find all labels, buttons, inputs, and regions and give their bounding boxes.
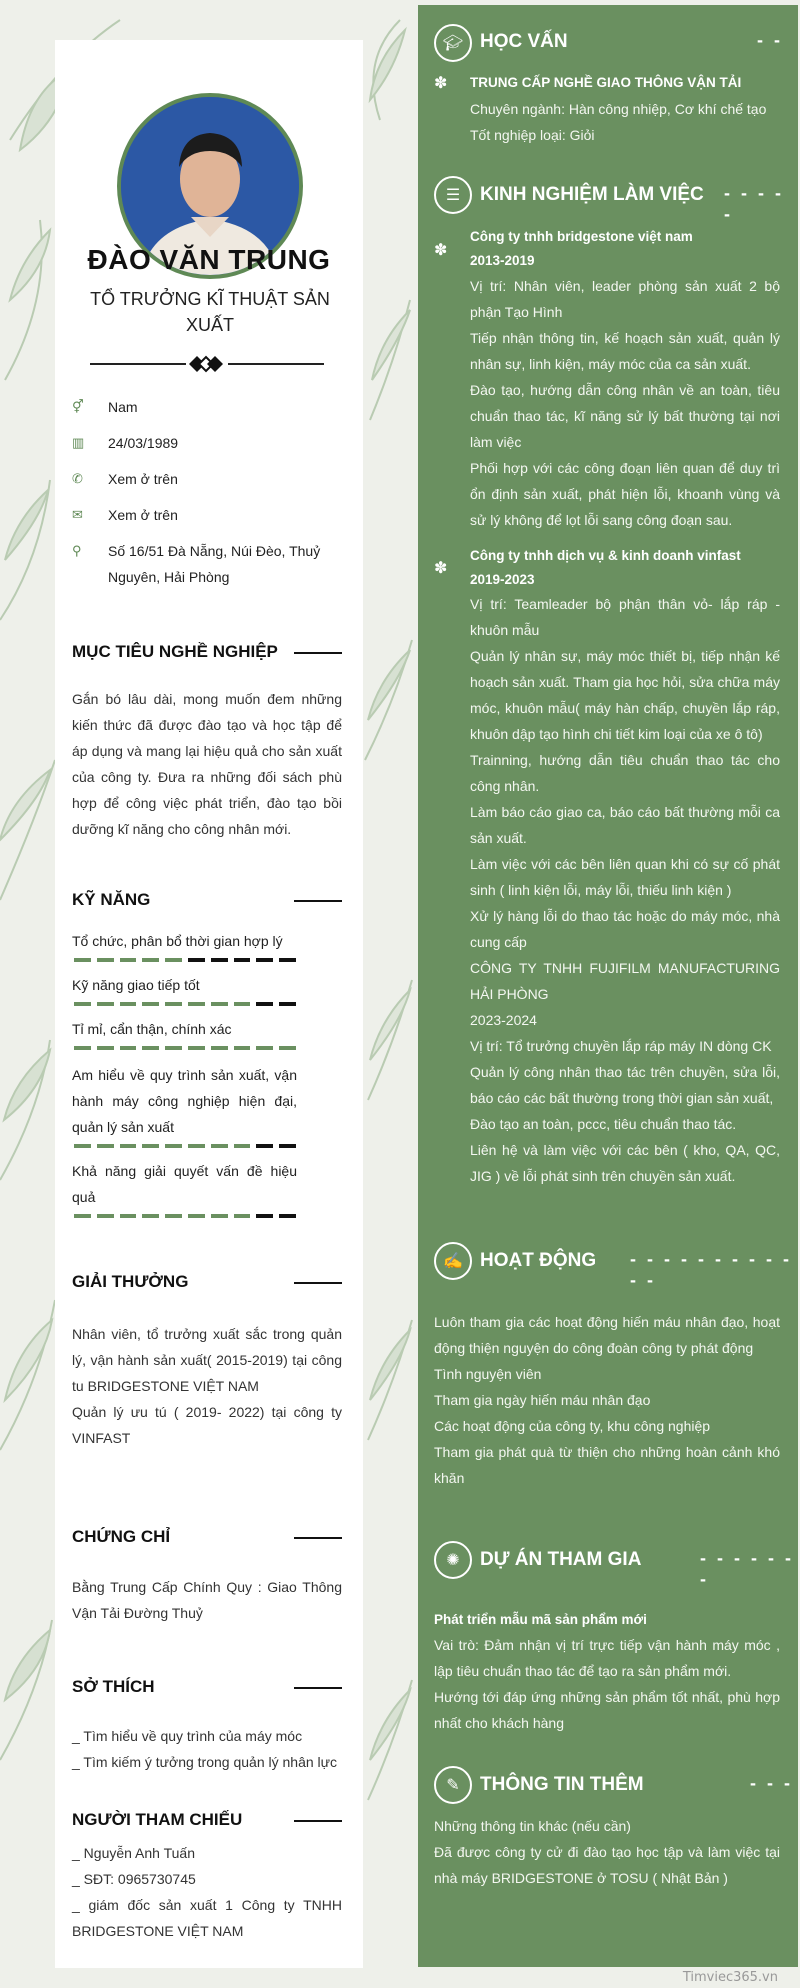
skill-level-segment bbox=[142, 1144, 159, 1148]
skill-level-segment bbox=[74, 958, 91, 962]
cake-icon: ▥ bbox=[72, 435, 85, 450]
activity-line: Luôn tham gia các hoạt động hiến máu nhân đạo, hoạt động thiện nguyện do công đoàn công ty phát động bbox=[434, 1314, 780, 1356]
activities-text bbox=[434, 1309, 780, 1491]
skill-level-segment bbox=[97, 1002, 114, 1006]
skill-level-segment bbox=[256, 1144, 273, 1148]
pen-icon: ✎ bbox=[434, 1766, 472, 1804]
hobbies-text bbox=[72, 1723, 342, 1775]
skill-level-bar bbox=[74, 1214, 296, 1218]
skill-level-segment bbox=[120, 958, 137, 962]
job-company: Công ty tnhh bridgestone việt nam bbox=[470, 229, 693, 244]
book-stack-icon: ☰ bbox=[434, 176, 472, 214]
objective-underline bbox=[294, 652, 342, 654]
skill-level-segment bbox=[234, 1046, 251, 1050]
education-title: HỌC VẤN bbox=[480, 31, 568, 52]
skill-level-segment bbox=[188, 1046, 205, 1050]
skill-level-segment bbox=[188, 1214, 205, 1218]
job-line: Xử lý hàng lỗi do thao tác hoặc do máy móc, nhà cung cấp bbox=[470, 908, 780, 950]
extra-line: Đã được công ty cử đi đào tạo học tập và làm việc tại nhà máy BRIDGESTONE ở TOSU ( Nhật Bản ) bbox=[434, 1844, 780, 1886]
hobbies-underline bbox=[294, 1687, 342, 1689]
job-details bbox=[470, 273, 780, 533]
project-line: Vai trò: Đảm nhận vị trí trực tiếp vận hành máy móc , lập tiêu chuẩn thao tác để tạo ra sản phẩm mới. bbox=[434, 1637, 780, 1679]
flower-bullet-icon: ✽ bbox=[434, 242, 448, 259]
skill-level-segment bbox=[234, 1214, 251, 1218]
skills-underline bbox=[294, 900, 342, 902]
skill-level-segment bbox=[279, 1214, 296, 1218]
skill-level-segment bbox=[279, 1144, 296, 1148]
skill-level-segment bbox=[74, 1002, 91, 1006]
project-details bbox=[434, 1632, 780, 1736]
graduation-cap-icon: 🎓︎ bbox=[434, 24, 472, 62]
hobby-line: _ Tìm hiểu về quy trình của máy móc bbox=[72, 1728, 303, 1744]
skill-level-segment bbox=[211, 1046, 228, 1050]
job-line: Trainning, hướng dẫn tiêu chuẩn thao tác cho công nhân. bbox=[470, 752, 780, 794]
hobby-line: _ Tìm kiếm ý tưởng trong quản lý nhân lực bbox=[72, 1754, 338, 1770]
skill-level-segment bbox=[279, 1046, 296, 1050]
skill-level-segment bbox=[279, 1002, 296, 1006]
skill-level-segment bbox=[120, 1002, 137, 1006]
skill-level-segment bbox=[279, 958, 296, 962]
job-line: Phối hợp với các công đoạn liên quan để duy trì ổn định sản xuất, phát hiện lỗi, khoanh vùng và sử lý không để lọt lỗi sang công đoạn sau. bbox=[470, 460, 780, 528]
skill-level-segment bbox=[165, 958, 182, 962]
skill-level-segment bbox=[97, 1046, 114, 1050]
skill-level-bar bbox=[74, 1002, 296, 1006]
skill-level-segment bbox=[165, 1214, 182, 1218]
skill-level-segment bbox=[234, 1144, 251, 1148]
skill-level-segment bbox=[97, 958, 114, 962]
projects-dashes: - - - - - - - bbox=[700, 1548, 794, 1589]
skill-level-segment bbox=[165, 1144, 182, 1148]
skill-level-segment bbox=[97, 1214, 114, 1218]
extra-text bbox=[434, 1813, 780, 1891]
activity-line: Tình nguyện viên bbox=[434, 1366, 542, 1382]
job-line: Quản lý công nhân thao tác trên chuyền, sửa lỗi, báo cáo các bất thường trong thời gian sản xuất, bbox=[470, 1064, 780, 1106]
awards-title: GIẢI THƯỞNG bbox=[72, 1272, 189, 1291]
skill-level-segment bbox=[234, 1002, 251, 1006]
awards-text bbox=[72, 1321, 342, 1451]
skill-level-segment bbox=[211, 1002, 228, 1006]
skill-label: Khả năng giải quyết vấn đề hiệu quả bbox=[72, 1163, 297, 1205]
activity-line: Các hoạt động của công ty, khu công nghiệp bbox=[434, 1418, 711, 1434]
job-line: Đào tạo, hướng dẫn công nhân về an toàn, tiêu chuẩn thao tác, kĩ năng sử lý bất thường tại nơi làm việc bbox=[470, 382, 780, 450]
candidate-name: ĐÀO VĂN TRUNG bbox=[87, 244, 331, 275]
skill-level-segment bbox=[120, 1144, 137, 1148]
skill-level-segment bbox=[74, 1214, 91, 1218]
project-name: Phát triển mẫu mã sản phẩm mới bbox=[434, 1612, 647, 1627]
skill-label: Tổ chức, phân bổ thời gian hợp lý bbox=[72, 933, 283, 949]
reference-line: _ SĐT: 0965730745 bbox=[72, 1871, 196, 1887]
reference-line: _ giám đốc sản xuất 1 Công ty TNHH BRIDGESTONE VIỆT NAM bbox=[72, 1897, 342, 1939]
skill-level-segment bbox=[120, 1046, 137, 1050]
job-line: Làm báo cáo giao ca, báo cáo bất thường mỗi ca sản xuất. bbox=[470, 804, 780, 846]
certificates-title: CHỨNG CHỈ bbox=[72, 1527, 171, 1546]
education-dashes: - - bbox=[757, 30, 783, 50]
references-title: NGƯỜI THAM CHIẾU bbox=[72, 1810, 243, 1829]
extra-dashes: - - - bbox=[750, 1773, 793, 1793]
skill-level-bar bbox=[74, 1144, 296, 1148]
skill-level-segment bbox=[142, 958, 159, 962]
skill-level-segment bbox=[188, 958, 205, 962]
job-line: Quản lý nhân sự, máy móc thiết bị, tiếp nhận kế hoạch sản xuất. Tham gia học hỏi, sửa chữa máy móc, khuôn mẫu( máy hàn chấp, chuyền lắp ráp, khuôn dập tạo hình chi tiết kim loại của xe ô tô) bbox=[470, 648, 780, 742]
skill-level-segment bbox=[256, 1046, 273, 1050]
gender-icon: ⚥ bbox=[72, 399, 84, 414]
job-line: Vị trí: Teamleader bộ phận thân vỏ- lắp ráp - khuôn mẫu bbox=[470, 596, 780, 638]
skill-level-segment bbox=[142, 1214, 159, 1218]
skill-level-bar bbox=[74, 958, 296, 962]
skill-level-segment bbox=[188, 1002, 205, 1006]
job-line: Đào tạo an toàn, pccc, tiêu chuẩn thao tác. bbox=[470, 1116, 737, 1132]
award-line: Quản lý ưu tú ( 2019- 2022) tại công ty VINFAST bbox=[72, 1404, 342, 1446]
skill-label: Am hiểu về quy trình sản xuất, vận hành máy công nghiệp hiện đại, quản lý sản xuất bbox=[72, 1067, 297, 1135]
objective-text: Gắn bó lâu dài, mong muốn đem những kiến thức đã được đào tạo và học tập để áp dụng và mang lại hiệu quả cho sản xuất của công ty. Đưa ra những đối sách phù hợp để công việc phát triển, đào tạo bồi dưỡng kĩ năng cho công nhân mới. bbox=[72, 691, 342, 837]
divider-right bbox=[228, 363, 324, 365]
skill-level-segment bbox=[211, 1144, 228, 1148]
lightbulb-icon: ✺ bbox=[434, 1541, 472, 1579]
activities-title: HOẠT ĐỘNG bbox=[480, 1250, 597, 1271]
envelope-icon: ✉ bbox=[72, 507, 83, 522]
hobbies-title: SỞ THÍCH bbox=[72, 1677, 155, 1696]
extra-title: THÔNG TIN THÊM bbox=[480, 1774, 644, 1795]
skill-level-segment bbox=[74, 1144, 91, 1148]
skill-level-segment bbox=[142, 1002, 159, 1006]
job-line: Vị trí: Nhân viên, leader phòng sản xuất 2 bộ phận Tạo Hình bbox=[470, 278, 780, 320]
objective-title: MỤC TIÊU NGHỀ NGHIỆP bbox=[72, 642, 278, 661]
skill-level-segment bbox=[256, 1002, 273, 1006]
job-line: Vị trí: Tổ trưởng chuyền lắp ráp máy IN dòng CK bbox=[470, 1038, 772, 1054]
job-line: Làm việc với các bên liên quan khi có sự cố phát sinh ( linh kiện lỗi, máy lỗi, thiếu linh kiện ) bbox=[470, 856, 780, 898]
skill-level-segment bbox=[211, 958, 228, 962]
job-period: 2013-2019 bbox=[470, 253, 535, 268]
flower-bullet-icon: ✽ bbox=[434, 75, 448, 92]
flower-bullet-icon: ✽ bbox=[434, 560, 448, 577]
skill-label: Tỉ mỉ, cẩn thận, chính xác bbox=[72, 1021, 232, 1037]
skill-level-bar bbox=[74, 1046, 296, 1050]
job-company: Công ty tnhh dịch vụ & kinh doanh vinfast bbox=[470, 548, 741, 563]
awards-underline bbox=[294, 1282, 342, 1284]
education-major: Chuyên ngành: Hàn công nhiệp, Cơ khí chế tạo bbox=[470, 101, 767, 117]
skill-level-segment bbox=[97, 1144, 114, 1148]
job-line: Liên hệ và làm việc với các bên ( kho, QA, QC, JIG ) về lỗi phát sinh trên chuyền sản xuất. bbox=[470, 1142, 780, 1184]
references-text bbox=[72, 1840, 342, 1944]
skill-level-segment bbox=[234, 958, 251, 962]
experience-dashes: - - - - - bbox=[724, 183, 784, 224]
cv-page: ĐÀO VĂN TRUNG TỔ TRƯỞNG KĨ THUẬT SẢN XUẤT ⚥ Nam ▥ 24/03/1989 ✆ Xem ở trên ✉ Xem ở trên ⚲ Số 16/51 Đà Nẵng, Núi Đèo, Thuỷ Nguyên, Hải Phòng MỤC TIÊU NGHỀ NGHIỆP Gắn bó lâu dài, mong muốn đem những kiến thức đã được đào tạo và học tập để áp dụng và mang lại hiệu quả cho sản xuất của công ty. Đưa ra những đối sách phù hợp để công việc phát triển, đào tạo bồi dưỡng kĩ năng cho công nhân mới. KỸ NĂNG Tổ chức, phân bổ thời gian hợp lý Kỹ năng giao tiếp tốt Tỉ mỉ, cẩn thận, chính xác Am hiểu về quy trình sản xuất, vận hành máy công nghiệp hiện đại, quản lý sản xuất Khả năng giải quyết vấn đề hiệu quả GIẢI THƯỞNG Nhân viên, tổ trưởng xuất sắc trong quản lý, vận hành sản xuất( 2015-2019) tại công tu BRIDGESTONE VIỆT NAM Quản lý ưu tú ( 2019- 2022) tại công ty VINFAST CHỨNG CHỈ Bằng Trung Cấp Chính Quy : Giao Thông Vận Tải Đường Thuỷ SỞ THÍCH _ Tìm hiểu về quy trình của máy móc _ Tìm kiếm ý tưởng trong quản lý nhân lực NGƯỜI THAM CHIẾU _ Nguyễn Anh Tuấn _ SĐT: 0965730745 _ giám đốc sản xuất 1 Công ty TNHH BRIDGESTONE VIỆT NAM 🎓︎ HỌC VẤN - - ✽ TRUNG CẤP NGHỀ GIAO THÔNG VẬN TẢI Chuyên ngành: Hàn công nhiệp, Cơ khí chế tạo Tốt nghiệp loại: Giỏi ☰ KINH NGHIỆM LÀM VIỆC - - - - - ✽ Công ty tnhh bridgestone việt nam 2013-2019 Vị trí: Nhân viên, leader phòng sản xuất 2 bộ phận Tạo Hình Tiếp nhận thông tin, kế hoạch sản xuất, quản lý nhân sự, linh kiện, máy móc của ca sản xuất. Đào tạo, hướng dẫn công nhân về an toàn, tiêu chuẩn thao tác, kĩ năng sử lý bất thường tại nơi làm việc Phối hợp với các công đoạn liên quan để duy trì ổn định sản xuất, phát hiện lỗi, khoanh vùng và sử lý không để lọt lỗi sang công đoạn sau. ✽ Công ty tnhh dịch vụ & kinh doanh vinfast 2019-2023 Vị trí: Teamleader bộ phận thân vỏ- lắp ráp - khuôn mẫu Quản lý nhân sự, máy móc thiết bị, tiếp nhận kế hoạch sản xuất. Tham gia học hỏi, sửa chữa máy móc, khuôn mẫu( máy hàn chấp, chuyền lắp ráp, khuôn dập tạo hình chi tiết kim loại của xe ô tô) Trainning, hướng dẫn tiêu chuẩn thao tác cho công nhân. Làm báo cáo giao ca, báo cáo bất thường mỗi ca sản xuất. Làm việc với các bên liên quan khi có sự cố phát sinh ( linh kiện lỗi, máy lỗi, thiếu linh kiện ) Xử lý hàng lỗi do thao tác hoặc do máy móc, nhà cung cấp CÔNG TY TNHH FUJIFILM MANUFACTURING HẢI PHÒNG 2023-2024 Vị trí: Tổ trưởng chuyền lắp ráp máy IN dòng CK Quản lý công nhân thao tác trên chuyền, sửa lỗi, báo cáo các bất thường trong thời gian sản xuất, Đào tạo an toàn, pccc, tiêu chuẩn thao tác. Liên hệ và làm việc với các bên ( kho, QA, QC, JIG ) về lỗi phát sinh trên chuyền sản xuất. ✍ HOẠT ĐỘNG - - - - - - - - - - - - Luôn tham gia các hoạt động hiến máu nhân đạo, hoạt động thiện nguyện do công đoàn công ty phát động Tình nguyện viên Tham gia ngày hiến máu nhân đạo Các hoạt động của công ty, khu công nghiệp Tham gia phát quà từ thiện cho những hoàn cảnh khó khăn ✺ DỰ ÁN THAM GIA - - - - - - - Phát triển mẫu mã sản phẩm mới Vai trò: Đảm nhận vị trí trực tiếp vận hành máy móc , lập tiêu chuẩn thao tác để tạo ra sản phẩm mới. Hướng tới đáp ứng những sản phẩm tốt nhất, phù hợp nhất cho khách hàng ✎ THÔNG TIN THÊM - - - Những thông tin khác (nếu cần) Đã được công ty cử đi đào tạo học tập và làm việc tại nhà máy BRIDGESTONE ở TOSU ( Nhật Bản ) Timviec365.vn bbox=[0, 0, 800, 1988]
skill-level-segment bbox=[256, 1214, 273, 1218]
education-school: TRUNG CẤP NGHỀ GIAO THÔNG VẬN TẢI bbox=[470, 75, 742, 90]
diamond-divider-icon bbox=[187, 354, 225, 374]
candidate-role: TỔ TRƯỞNG KĨ THUẬT SẢN XUẤT bbox=[90, 289, 330, 335]
activity-line: Tham gia ngày hiến máu nhân đạo bbox=[434, 1392, 651, 1408]
extra-line: Những thông tin khác (nếu cần) bbox=[434, 1818, 631, 1834]
phone-icon: ✆ bbox=[72, 471, 83, 486]
job-details bbox=[470, 591, 780, 1189]
skill-level-segment bbox=[188, 1144, 205, 1148]
project-line: Hướng tới đáp ứng những sản phẩm tốt nhất, phù hợp nhất cho khách hàng bbox=[434, 1689, 780, 1731]
certificates-underline bbox=[294, 1537, 342, 1539]
job-period: 2019-2023 bbox=[470, 572, 535, 587]
activity-line: Tham gia phát quà từ thiện cho những hoàn cảnh khó khăn bbox=[434, 1444, 780, 1486]
education-grade: Tốt nghiệp loại: Giỏi bbox=[470, 127, 595, 143]
location-pin-icon: ⚲ bbox=[72, 543, 82, 558]
projects-title: DỰ ÁN THAM GIA bbox=[480, 1549, 642, 1570]
award-line: Nhân viên, tổ trưởng xuất sắc trong quản lý, vận hành sản xuất( 2015-2019) tại công tu BRIDGESTONE VIỆT NAM bbox=[72, 1326, 342, 1394]
divider-left bbox=[90, 363, 186, 365]
skill-level-segment bbox=[165, 1046, 182, 1050]
skill-level-segment bbox=[74, 1046, 91, 1050]
experience-title: KINH NGHIỆM LÀM VIỆC bbox=[480, 184, 704, 205]
job-line: Tiếp nhận thông tin, kế hoạch sản xuất, quản lý nhân sự, linh kiện, máy móc của ca sản xuất. bbox=[470, 330, 780, 372]
skill-level-segment bbox=[120, 1214, 137, 1218]
certificates-text: Bằng Trung Cấp Chính Quy : Giao Thông Vận Tải Đường Thuỷ bbox=[72, 1579, 342, 1621]
job-line: CÔNG TY TNHH FUJIFILM MANUFACTURING HẢI PHÒNG bbox=[470, 960, 780, 1002]
skills-title: KỸ NĂNG bbox=[72, 890, 151, 909]
job-line: 2023-2024 bbox=[470, 1012, 537, 1028]
skill-label: Kỹ năng giao tiếp tốt bbox=[72, 977, 200, 993]
skill-level-segment bbox=[256, 958, 273, 962]
watermark: Timviec365.vn bbox=[682, 1970, 778, 1985]
reference-line: _ Nguyễn Anh Tuấn bbox=[72, 1845, 195, 1861]
skill-level-segment bbox=[165, 1002, 182, 1006]
activities-dashes: - - - - - - - - - - - - bbox=[630, 1249, 792, 1290]
skill-level-segment bbox=[142, 1046, 159, 1050]
references-underline bbox=[294, 1820, 342, 1822]
skill-level-segment bbox=[211, 1214, 228, 1218]
activity-icon: ✍ bbox=[434, 1242, 472, 1280]
